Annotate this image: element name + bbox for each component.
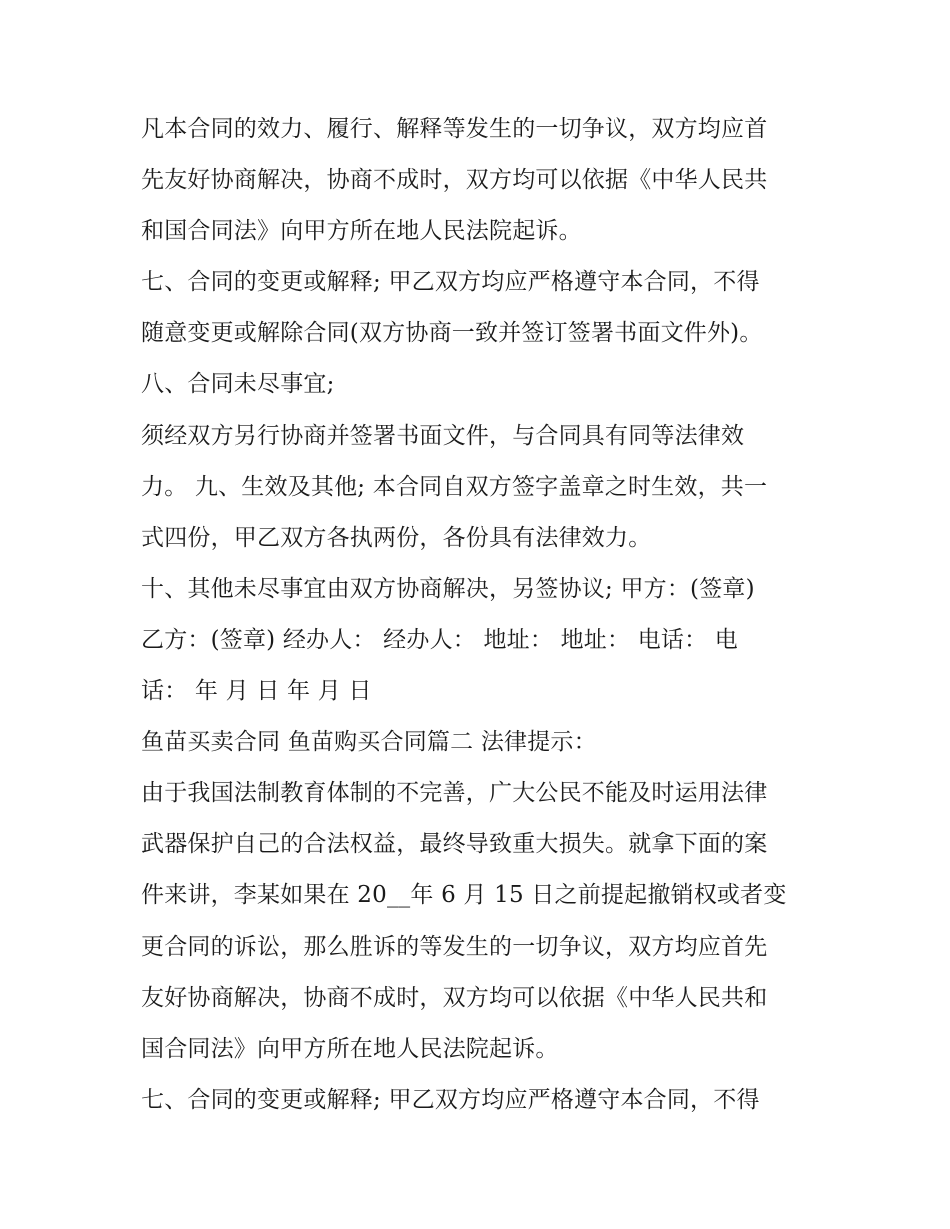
text-line: 话： 年 月 日 年 月 日	[141, 678, 372, 705]
text-line: 式四份，甲乙双方各执两份，各份具有法律效力。	[141, 524, 652, 551]
text-line: 力。 九、生效及其他; 本合同自双方签字盖章之时生效，共一	[141, 473, 768, 500]
text-line: 和国合同法》向甲方所在地人民法院起诉。	[141, 218, 582, 245]
text-line: 件来讲，李某如果在 20__年 6 月 15 日之前提起撤销权或者变	[141, 882, 787, 909]
text-line: 须经双方另行协商并签署书面文件，与合同具有同等法律效	[141, 422, 745, 449]
text-line: 由于我国法制教育体制的不完善，广大公民不能及时运用法律	[141, 780, 768, 807]
text-line: 凡本合同的效力、履行、解释等发生的一切争议，双方均应首	[141, 116, 768, 142]
document-body	[141, 107, 831, 1129]
text-line: 随意变更或解除合同(双方协商一致并签订签署书面文件外)。	[141, 320, 763, 347]
text-line: 八、合同未尽事宜;	[141, 371, 335, 398]
text-line: 友好协商解决，协商不成时，双方均可以依据《中华人民共和	[141, 984, 768, 1011]
text-line: 鱼苗买卖合同 鱼苗购买合同篇二 法律提示：	[141, 729, 597, 756]
text-line: 更合同的诉讼，那么胜诉的等发生的一切争议，双方均应首先	[141, 933, 768, 960]
text-line: 七、合同的变更或解释; 甲乙双方均应严格遵守本合同，不得	[141, 1086, 760, 1113]
text-line: 乙方：(签章) 经办人： 经办人： 地址： 地址： 电话： 电	[141, 626, 739, 653]
text-line: 先友好协商解决，协商不成时，双方均可以依据《中华人民共	[141, 167, 768, 194]
text-line: 七、合同的变更或解释; 甲乙双方均应严格遵守本合同，不得	[141, 269, 760, 296]
text-line: 国合同法》向甲方所在地人民法院起诉。	[141, 1035, 559, 1062]
text-line: 武器保护自己的合法权益，最终导致重大损失。就拿下面的案	[141, 831, 768, 858]
text-line: 十、其他未尽事宜由双方协商解决，另签协议; 甲方：(签章)	[141, 575, 755, 602]
